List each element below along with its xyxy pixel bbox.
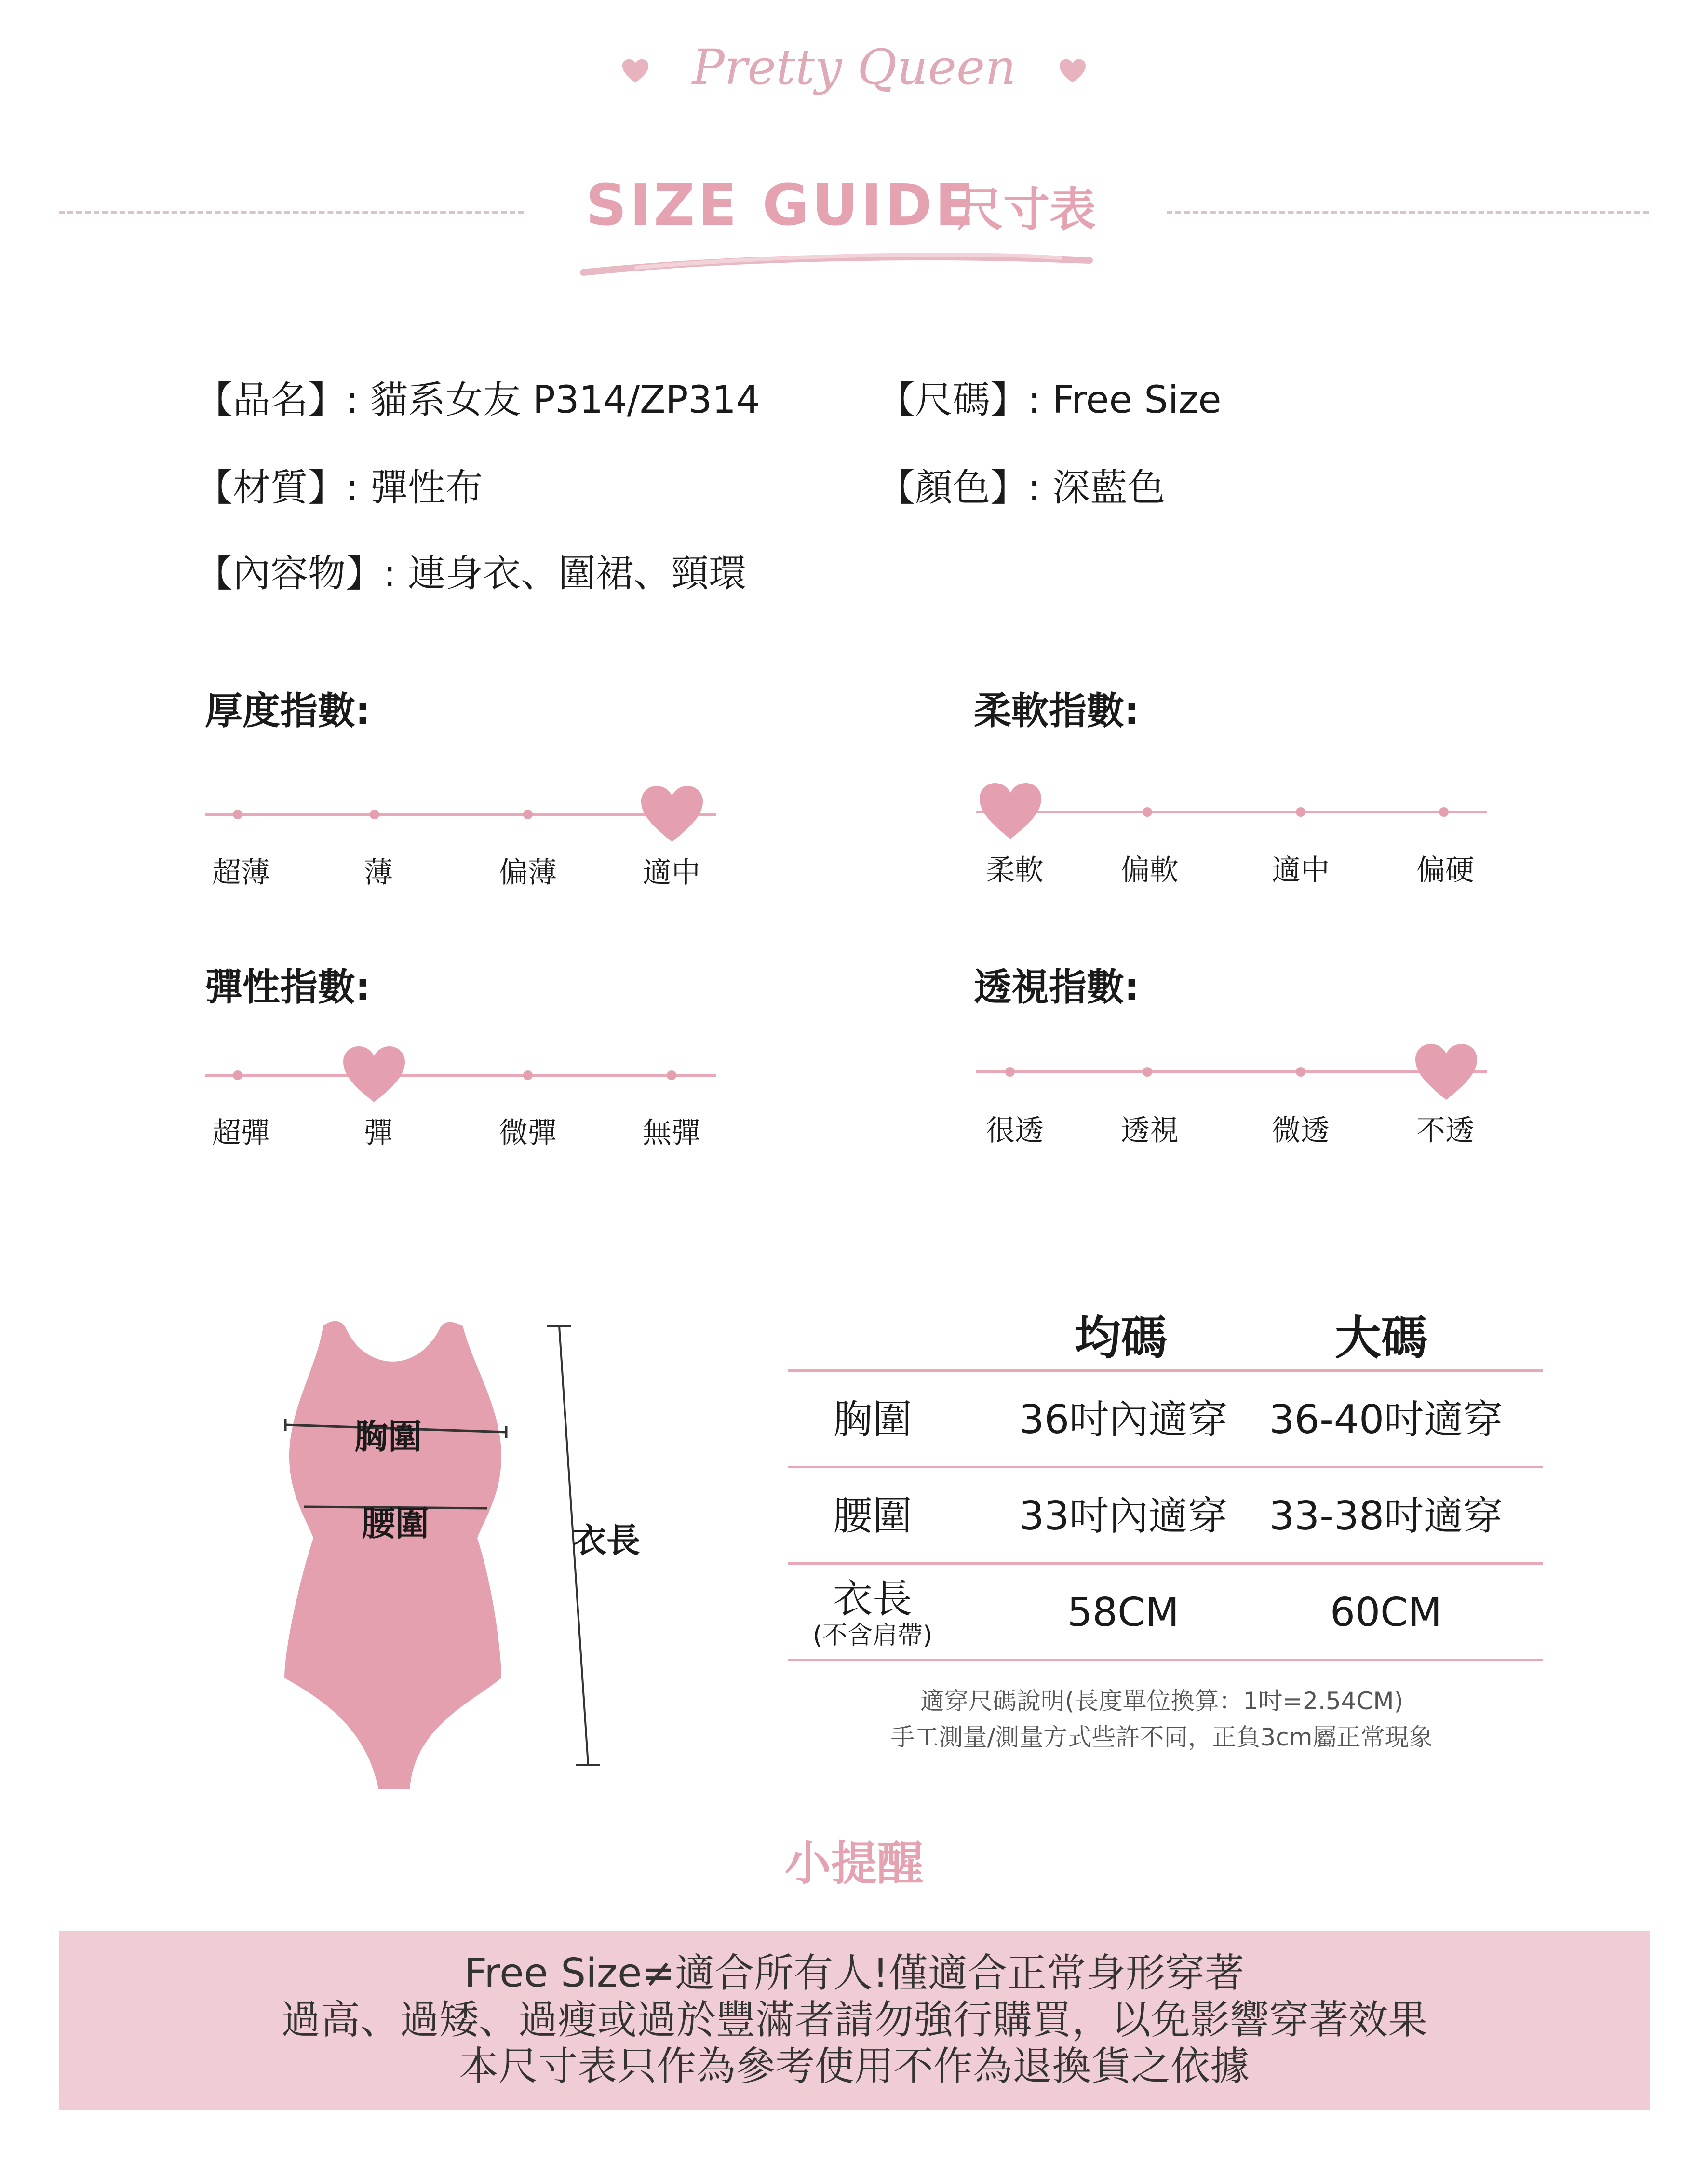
heart-marker-icon (979, 783, 1042, 841)
thickness-label: 偏薄 (499, 856, 557, 890)
scale-dot (1296, 807, 1305, 817)
heart-marker-icon (1414, 1044, 1478, 1102)
heart-icon (622, 58, 648, 84)
table-divider (788, 1562, 1543, 1565)
scale-dot (1439, 807, 1449, 817)
scale-dot (1143, 807, 1152, 817)
transparency-index-title: 透視指數: (974, 966, 1140, 1009)
scale-dot (370, 810, 379, 819)
transparency-label: 透視 (1121, 1114, 1179, 1148)
transparency-scale-line (976, 1070, 1487, 1073)
table-divider (788, 1659, 1543, 1661)
brand-logo (0, 34, 1708, 101)
brand-name: Pretty Queen (692, 39, 1016, 95)
reminder-line: 本尺寸表只作為參考使用不作為退換貨之依據 (458, 2043, 1250, 2089)
thickness-label: 適中 (643, 856, 700, 890)
thickness-scale-line (205, 813, 716, 816)
scale-dot (1143, 1067, 1152, 1077)
table-row-sublabel: (不含肩帶) (812, 1621, 933, 1650)
softness-index-title: 柔軟指數: (974, 690, 1140, 733)
info-material: 【材質】: 彈性布 (195, 466, 484, 510)
elasticity-label: 彈 (364, 1116, 393, 1150)
page-title-zh: 尺寸表 (957, 183, 1096, 237)
scale-dot (233, 810, 242, 819)
table-header-free-size: 均碼 (1075, 1311, 1167, 1365)
elasticity-index-title: 彈性指數: (205, 966, 371, 1009)
thickness-label: 薄 (364, 856, 393, 890)
divider-left (59, 211, 524, 214)
table-row-label: 胸圍 (833, 1397, 912, 1443)
chest-label: 胸圍 (354, 1417, 422, 1457)
table-cell: 36吋內適穿 (1019, 1397, 1228, 1443)
table-divider (788, 1466, 1543, 1468)
softness-scale-line (976, 811, 1487, 813)
table-cell: 33-38吋適穿 (1269, 1493, 1503, 1539)
info-product: 【品名】: 貓系女友 P314/ZP314 (195, 379, 760, 422)
bodysuit-diagram (270, 1312, 607, 1789)
table-row-label: 腰圍 (833, 1493, 912, 1539)
table-cell: 60CM (1330, 1590, 1442, 1636)
scale-dot (1296, 1067, 1305, 1077)
softness-label: 適中 (1272, 853, 1330, 887)
heart-icon (1060, 58, 1086, 84)
transparency-label: 微透 (1272, 1114, 1330, 1148)
softness-label: 偏硬 (1416, 853, 1474, 887)
table-divider (788, 1369, 1543, 1372)
elasticity-label: 超彈 (212, 1116, 270, 1150)
table-cell: 33吋內適穿 (1019, 1493, 1228, 1539)
length-label: 衣長 (573, 1521, 640, 1560)
elasticity-scale-line (205, 1074, 716, 1077)
measure-note: 手工測量/測量方式些許不同，正負3cm屬正常現象 (890, 1723, 1433, 1751)
info-color: 【顏色】: 深藍色 (877, 466, 1166, 510)
divider-right (1167, 211, 1649, 214)
page-title-en: SIZE GUIDE (586, 172, 977, 238)
elasticity-label: 微彈 (499, 1116, 557, 1150)
transparency-label: 不透 (1416, 1114, 1474, 1148)
size-note: 適穿尺碼說明(長度單位換算：1吋=2.54CM) (920, 1687, 1404, 1715)
table-header-large-size: 大碼 (1335, 1311, 1427, 1365)
table-row-label: 衣長 (833, 1576, 912, 1622)
transparency-label: 很透 (986, 1114, 1044, 1148)
scale-dot (667, 1070, 676, 1080)
table-cell: 58CM (1067, 1590, 1180, 1636)
info-contents: 【內容物】: 連身衣、圍裙、頸環 (195, 552, 747, 595)
reminder-line: Free Size≠適合所有人!僅適合正常身形穿著 (464, 1950, 1244, 1996)
thickness-index-title: 厚度指數: (205, 690, 371, 733)
scale-dot (523, 1070, 533, 1080)
reminder-line: 過高、過矮、過瘦或過於豐滿者請勿強行購買，以免影響穿著效果 (281, 1997, 1427, 2043)
title-underline-stroke (578, 243, 1094, 282)
reminder-title: 小提醒 (784, 1837, 924, 1891)
thickness-label: 超薄 (212, 856, 270, 890)
waist-label: 腰圍 (362, 1504, 429, 1543)
softness-label: 柔軟 (986, 853, 1044, 887)
scale-dot (1005, 1067, 1015, 1077)
elasticity-label: 無彈 (643, 1116, 700, 1150)
softness-label: 偏軟 (1121, 853, 1179, 887)
table-cell: 36-40吋適穿 (1269, 1397, 1503, 1443)
heart-marker-icon (342, 1046, 406, 1104)
scale-dot (233, 1070, 242, 1080)
scale-dot (523, 810, 533, 819)
info-size: 【尺碼】: Free Size (877, 379, 1222, 422)
heart-marker-icon (640, 786, 704, 844)
